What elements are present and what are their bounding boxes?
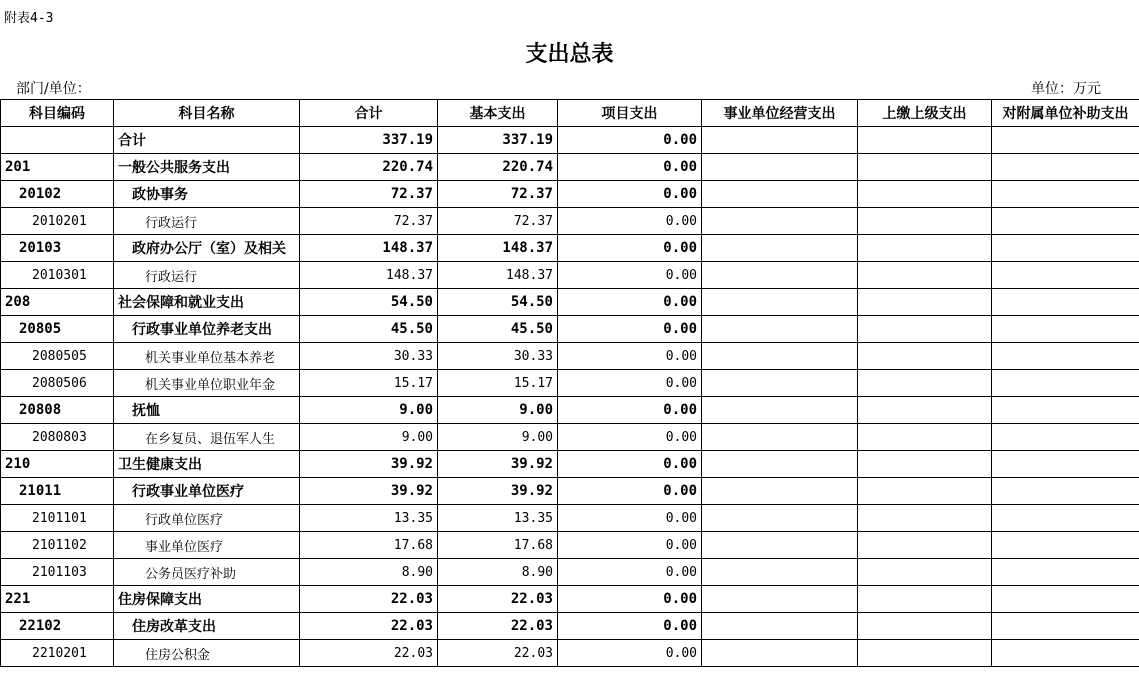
row-upper: [858, 532, 992, 559]
row-upper: [858, 397, 992, 424]
row-project: 0.00: [558, 451, 702, 478]
row-basic: 148.37: [438, 262, 558, 289]
row-basic: 22.03: [438, 613, 558, 640]
row-subsidy: [992, 316, 1139, 343]
row-project: 0.00: [558, 208, 702, 235]
row-project: 0.00: [558, 343, 702, 370]
row-name: 机关事业单位职业年金: [114, 370, 300, 397]
row-upper: [858, 316, 992, 343]
table-row: [1, 640, 1139, 667]
row-basic: 72.37: [438, 208, 558, 235]
row-project: 0.00: [558, 316, 702, 343]
row-basic: 45.50: [438, 316, 558, 343]
expenditure-table: [0, 99, 1139, 667]
row-business: [702, 613, 858, 640]
header-business: 事业单位经营支出: [702, 100, 858, 127]
row-project: 0.00: [558, 640, 702, 667]
row-subsidy: [992, 127, 1139, 154]
row-name: 合计: [114, 127, 300, 154]
row-project: 0.00: [558, 127, 702, 154]
table-row: [1, 505, 1139, 532]
row-total: 148.37: [300, 235, 438, 262]
row-subsidy: [992, 613, 1139, 640]
row-code: 221: [1, 586, 114, 613]
row-total: 22.03: [300, 613, 438, 640]
row-business: [702, 505, 858, 532]
row-basic: 72.37: [438, 181, 558, 208]
row-business: [702, 262, 858, 289]
row-subsidy: [992, 289, 1139, 316]
row-basic: 8.90: [438, 559, 558, 586]
row-basic: 13.35: [438, 505, 558, 532]
row-business: [702, 424, 858, 451]
row-code: 22102: [1, 613, 114, 640]
row-code: 2080803: [1, 424, 114, 451]
row-code: 208: [1, 289, 114, 316]
row-total: 337.19: [300, 127, 438, 154]
table-row: [1, 478, 1139, 505]
row-project: 0.00: [558, 559, 702, 586]
row-subsidy: [992, 208, 1139, 235]
row-total: 22.03: [300, 640, 438, 667]
row-basic: 30.33: [438, 343, 558, 370]
row-total: 22.03: [300, 586, 438, 613]
row-total: 72.37: [300, 208, 438, 235]
row-upper: [858, 451, 992, 478]
row-subsidy: [992, 451, 1139, 478]
table-row: [1, 343, 1139, 370]
row-project: 0.00: [558, 478, 702, 505]
row-business: [702, 640, 858, 667]
table-row: [1, 208, 1139, 235]
row-upper: [858, 613, 992, 640]
row-upper: [858, 289, 992, 316]
row-subsidy: [992, 397, 1139, 424]
attachment-label: 附表4-3: [4, 11, 54, 26]
row-code: 20102: [1, 181, 114, 208]
row-subsidy: [992, 343, 1139, 370]
row-name: 行政运行: [114, 208, 300, 235]
row-business: [702, 289, 858, 316]
row-name: 在乡复员、退伍军人生: [114, 424, 300, 451]
row-business: [702, 127, 858, 154]
row-code: 20103: [1, 235, 114, 262]
row-total: 148.37: [300, 262, 438, 289]
row-name: 行政事业单位养老支出: [114, 316, 300, 343]
header-row: [1, 100, 1139, 127]
row-code: [1, 127, 114, 154]
header-upper: 上缴上级支出: [858, 100, 992, 127]
row-project: 0.00: [558, 154, 702, 181]
row-code: 21011: [1, 478, 114, 505]
row-basic: 54.50: [438, 289, 558, 316]
table-row: [1, 424, 1139, 451]
row-upper: [858, 370, 992, 397]
table-row: [1, 559, 1139, 586]
unit-label: 单位：万元: [1031, 81, 1101, 97]
page-title: 支出总表: [525, 42, 614, 67]
row-upper: [858, 208, 992, 235]
row-upper: [858, 181, 992, 208]
row-total: 72.37: [300, 181, 438, 208]
row-business: [702, 235, 858, 262]
row-total: 15.17: [300, 370, 438, 397]
row-code: 201: [1, 154, 114, 181]
row-upper: [858, 154, 992, 181]
row-code: 210: [1, 451, 114, 478]
row-code: 20808: [1, 397, 114, 424]
row-name: 事业单位医疗: [114, 532, 300, 559]
row-basic: 22.03: [438, 640, 558, 667]
header-basic: 基本支出: [438, 100, 558, 127]
row-subsidy: [992, 262, 1139, 289]
row-subsidy: [992, 370, 1139, 397]
table-row: [1, 532, 1139, 559]
row-total: 13.35: [300, 505, 438, 532]
row-total: 54.50: [300, 289, 438, 316]
row-total: 45.50: [300, 316, 438, 343]
row-subsidy: [992, 478, 1139, 505]
header-project: 项目支出: [558, 100, 702, 127]
header-total: 合计: [300, 100, 438, 127]
row-name: 行政事业单位医疗: [114, 478, 300, 505]
table-row: [1, 586, 1139, 613]
row-upper: [858, 640, 992, 667]
row-basic: 148.37: [438, 235, 558, 262]
row-business: [702, 316, 858, 343]
row-upper: [858, 127, 992, 154]
row-business: [702, 208, 858, 235]
table-row: [1, 316, 1139, 343]
header-code: 科目编码: [1, 100, 114, 127]
header-subsidy: 对附属单位补助支出: [992, 100, 1139, 127]
row-subsidy: [992, 424, 1139, 451]
row-basic: 17.68: [438, 532, 558, 559]
row-basic: 9.00: [438, 397, 558, 424]
row-business: [702, 532, 858, 559]
row-business: [702, 154, 858, 181]
row-subsidy: [992, 532, 1139, 559]
row-project: 0.00: [558, 532, 702, 559]
row-business: [702, 397, 858, 424]
table-row: [1, 613, 1139, 640]
row-basic: 337.19: [438, 127, 558, 154]
row-upper: [858, 478, 992, 505]
row-name: 住房公积金: [114, 640, 300, 667]
table-row: [1, 370, 1139, 397]
row-code: 2080505: [1, 343, 114, 370]
row-subsidy: [992, 181, 1139, 208]
table-row: [1, 289, 1139, 316]
row-project: 0.00: [558, 262, 702, 289]
row-basic: 22.03: [438, 586, 558, 613]
row-basic: 9.00: [438, 424, 558, 451]
table-row: [1, 127, 1139, 154]
department-label: 部门/单位：: [16, 81, 91, 97]
row-project: 0.00: [558, 289, 702, 316]
row-name: 住房改革支出: [114, 613, 300, 640]
table-row: [1, 451, 1139, 478]
row-total: 9.00: [300, 397, 438, 424]
row-code: 2010301: [1, 262, 114, 289]
row-name: 一般公共服务支出: [114, 154, 300, 181]
row-code: 2080506: [1, 370, 114, 397]
row-upper: [858, 505, 992, 532]
row-subsidy: [992, 154, 1139, 181]
row-name: 行政单位医疗: [114, 505, 300, 532]
table-row: [1, 262, 1139, 289]
row-total: 30.33: [300, 343, 438, 370]
row-code: 2101103: [1, 559, 114, 586]
table-row: [1, 397, 1139, 424]
row-total: 9.00: [300, 424, 438, 451]
row-project: 0.00: [558, 505, 702, 532]
table-row: [1, 181, 1139, 208]
row-name: 行政运行: [114, 262, 300, 289]
row-total: 220.74: [300, 154, 438, 181]
row-upper: [858, 586, 992, 613]
row-subsidy: [992, 640, 1139, 667]
row-business: [702, 343, 858, 370]
row-subsidy: [992, 505, 1139, 532]
row-basic: 15.17: [438, 370, 558, 397]
row-basic: 39.92: [438, 478, 558, 505]
row-basic: 220.74: [438, 154, 558, 181]
row-code: 20805: [1, 316, 114, 343]
header-name: 科目名称: [114, 100, 300, 127]
row-code: 2210201: [1, 640, 114, 667]
row-project: 0.00: [558, 370, 702, 397]
row-name: 卫生健康支出: [114, 451, 300, 478]
row-project: 0.00: [558, 424, 702, 451]
row-upper: [858, 424, 992, 451]
row-subsidy: [992, 235, 1139, 262]
row-business: [702, 559, 858, 586]
row-total: 17.68: [300, 532, 438, 559]
row-business: [702, 586, 858, 613]
row-upper: [858, 343, 992, 370]
row-project: 0.00: [558, 613, 702, 640]
row-upper: [858, 559, 992, 586]
row-upper: [858, 235, 992, 262]
row-total: 39.92: [300, 451, 438, 478]
row-subsidy: [992, 559, 1139, 586]
row-total: 39.92: [300, 478, 438, 505]
table-row: [1, 235, 1139, 262]
row-name: 公务员医疗补助: [114, 559, 300, 586]
row-name: 社会保障和就业支出: [114, 289, 300, 316]
row-code: 2101101: [1, 505, 114, 532]
row-project: 0.00: [558, 181, 702, 208]
row-basic: 39.92: [438, 451, 558, 478]
row-project: 0.00: [558, 586, 702, 613]
row-project: 0.00: [558, 397, 702, 424]
row-business: [702, 370, 858, 397]
row-name: 住房保障支出: [114, 586, 300, 613]
row-name: 抚恤: [114, 397, 300, 424]
row-name: 政府办公厅（室）及相关: [114, 235, 300, 262]
row-subsidy: [992, 586, 1139, 613]
row-code: 2010201: [1, 208, 114, 235]
table-row: [1, 154, 1139, 181]
row-total: 8.90: [300, 559, 438, 586]
row-business: [702, 181, 858, 208]
row-name: 机关事业单位基本养老: [114, 343, 300, 370]
row-business: [702, 478, 858, 505]
row-name: 政协事务: [114, 181, 300, 208]
row-code: 2101102: [1, 532, 114, 559]
row-project: 0.00: [558, 235, 702, 262]
row-upper: [858, 262, 992, 289]
row-business: [702, 451, 858, 478]
